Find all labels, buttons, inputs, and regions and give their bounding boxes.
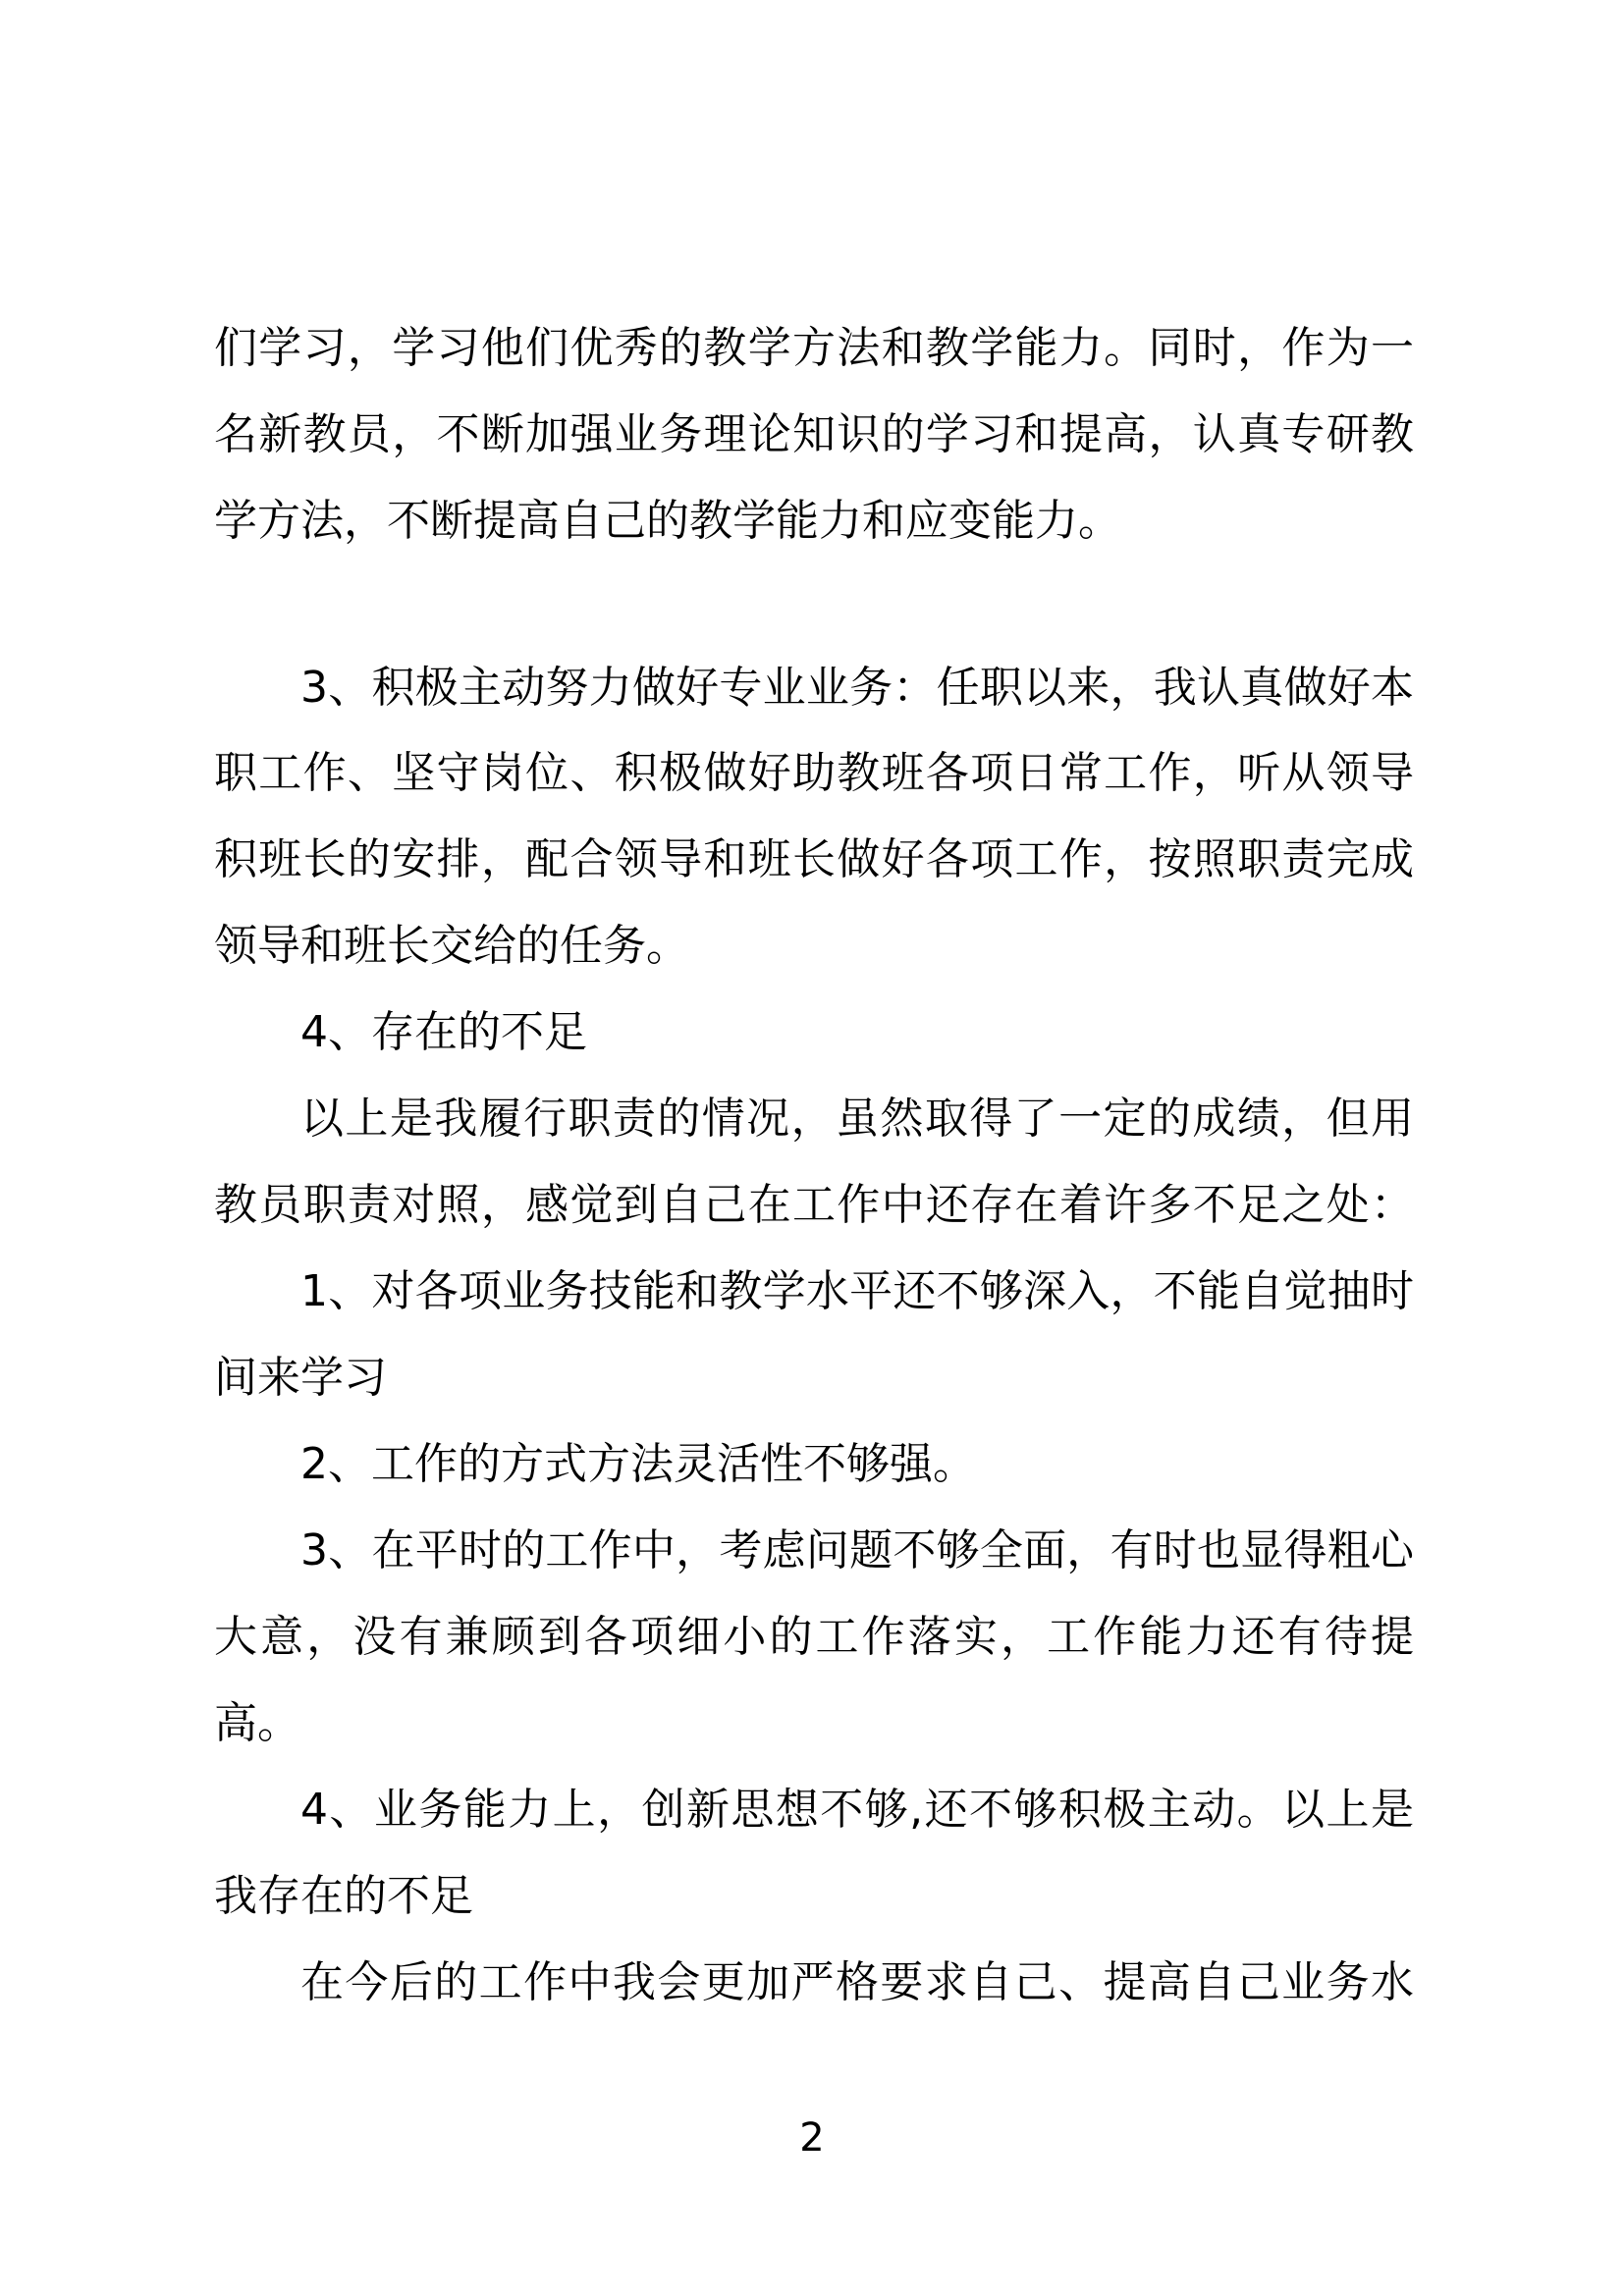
text-line-18: 我存在的不足 [214, 1871, 473, 1921]
page-number: 2 [799, 2115, 825, 2161]
text-line-6: 积班长的安排，配合领导和班长做好各项工作，按照职责完成 [214, 834, 1414, 884]
text-line-19: 在今后的工作中我会更加严格要求自己、提高自己业务水 [300, 1957, 1414, 2007]
text-line-17: 4、业务能力上，创新思想不够,还不够积极主动。以上是 [300, 1785, 1414, 1835]
text-line-11: 1、对各项业务技能和教学水平还不够深入，不能自觉抽时 [300, 1266, 1414, 1316]
text-line-13: 2、工作的方式方法灵活性不够强。 [300, 1439, 976, 1489]
text-line-1: 们学习，学习他们优秀的教学方法和教学能力。同时，作为一 [214, 323, 1414, 373]
text-line-16: 高。 [214, 1698, 300, 1748]
text-line-4: 3、积极主动努力做好专业业务：任职以来，我认真做好本 [300, 663, 1414, 713]
text-line-12: 间来学习 [214, 1353, 387, 1403]
text-line-14: 3、在平时的工作中，考虑问题不够全面，有时也显得粗心 [300, 1525, 1414, 1575]
text-line-5: 职工作、坚守岗位、积极做好助教班各项日常工作，听从领导 [214, 748, 1414, 798]
text-line-8: 4、存在的不足 [300, 1007, 587, 1057]
text-line-15: 大意，没有兼顾到各项细小的工作落实，工作能力还有待提 [214, 1612, 1414, 1662]
text-line-3: 学方法，不断提高自己的教学能力和应变能力。 [214, 496, 1121, 546]
text-line-7: 领导和班长交给的任务。 [214, 921, 689, 971]
text-line-10: 教员职责对照，感觉到自己在工作中还存在着许多不足之处： [214, 1180, 1414, 1230]
text-line-9: 以上是我履行职责的情况，虽然取得了一定的成绩，但用 [300, 1094, 1414, 1144]
text-line-2: 名新教员，不断加强业务理论知识的学习和提高，认真专研教 [214, 409, 1414, 459]
